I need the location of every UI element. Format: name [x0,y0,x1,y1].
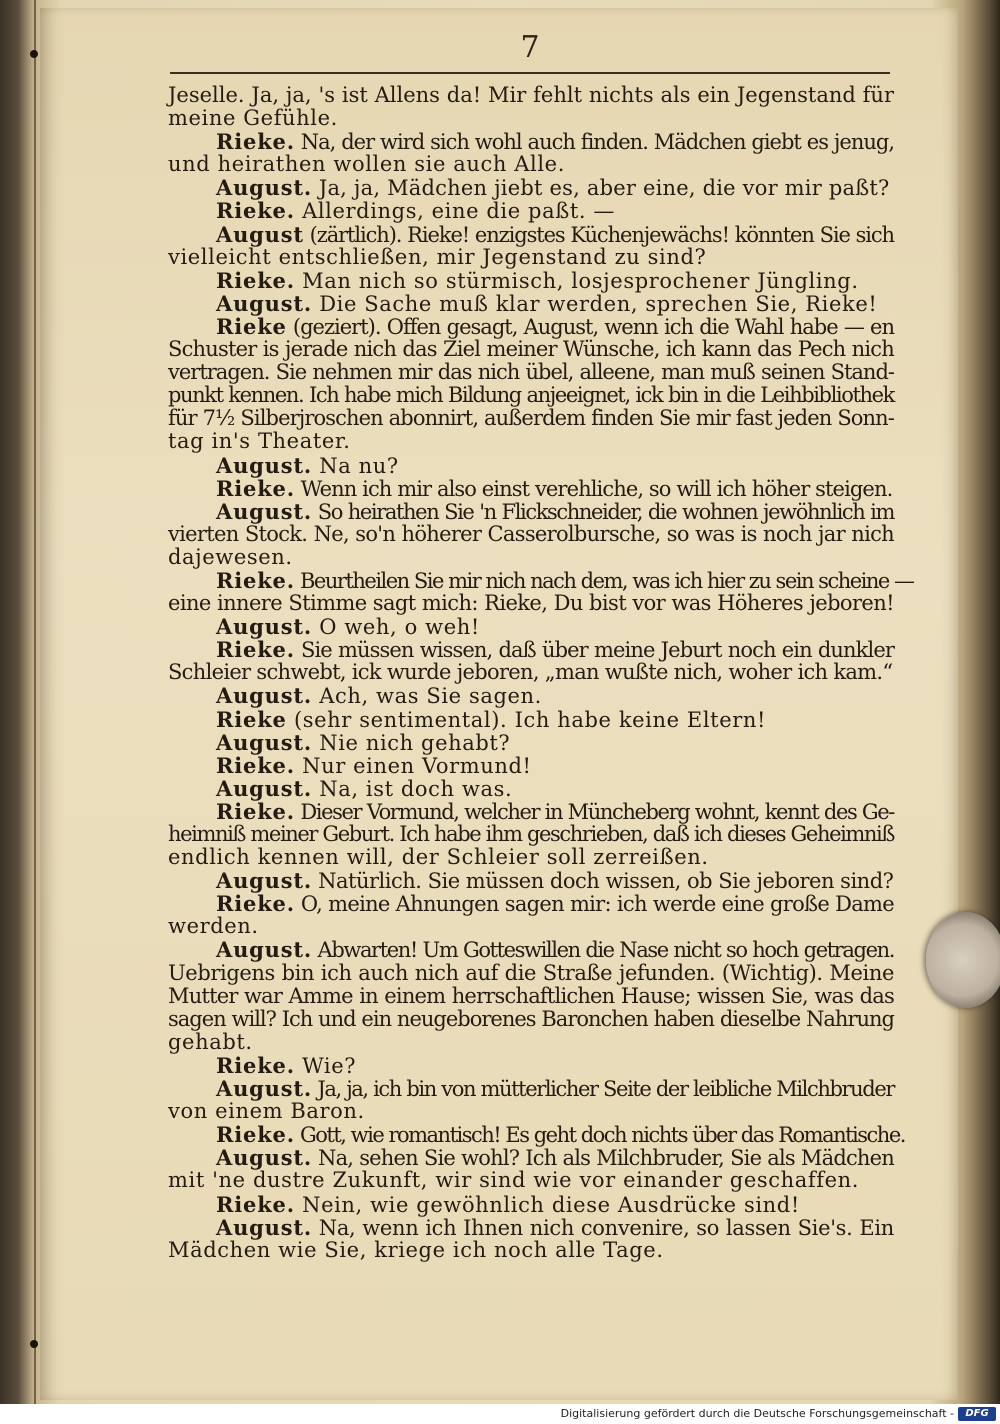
text-line [168,315,894,338]
binding-hole-top [30,50,38,58]
line-text: Ja, ja, Mädchen jiebt es, aber eine, die vor mir paßt? [311,176,890,201]
text-line [168,708,894,731]
line-text: dajewesen. [168,544,293,569]
text-line [168,107,894,130]
line-text: Die Sache muß klar werden, sprechen Sie, Rieke! [311,291,878,316]
line-text: O, meine Ahnungen sagen mir: ich werde eine große Dame [294,892,894,917]
text-line [168,199,894,222]
line-text: Schleier schwebt, ick wurde jeboren, „man wußte nich, woher ich kam.“ [168,660,893,685]
text-line [168,130,894,153]
line-text: Na, sehen Sie wohl? Ich als Milchbruder, Sie als Mädchen [311,1146,894,1171]
speaker-name: August. [216,1076,312,1102]
speaker-name: August. [216,868,312,894]
line-text: Ach, was Sie sagen. [311,684,542,709]
speaker-name: August [216,221,304,247]
text-line [168,615,894,638]
page-edge-thumb-tab [926,912,1000,1008]
text-line [168,546,894,569]
line-text: Jeselle. Ja, ja, 's ist Allens da! Mir fehlt nichts als ein Jegenstand für [168,83,894,107]
speaker-name: August. [216,1214,312,1240]
text-line [168,846,894,869]
text-line [168,176,894,199]
line-text: Na, ist doch was. [311,776,513,801]
line-text: heimniß meiner Geburt. Ich habe ihm geschrieben, daß ich dieses Geheimniß [168,822,894,846]
text-line [168,84,894,107]
line-text: meine Gefühle. [168,106,338,131]
text-line [168,892,894,915]
text-line [168,523,894,546]
line-text: Beurtheilen Sie mir nich nach dem, was ich hier zu sein scheine — [294,568,914,593]
line-text: sagen will? Ich und ein neugeborenes Baronchen haben dieselbe Nahrung [168,1006,894,1031]
text-line [168,292,894,315]
line-text: tag in's Theater. [168,429,351,454]
line-text: O weh, o weh! [311,615,480,640]
text-line [168,638,894,661]
line-text: Na, der wird sich wohl auch finden. Mädchen giebt es jenug, [294,130,894,155]
page-text-body [168,83,914,1262]
line-text: Wenn ich mir also einst verehliche, so will ich höher steigen. [294,476,893,501]
line-text: Mutter war Amme in einem herrschaftlichen Hause; wissen Sie, was das [168,983,894,1008]
text-line [168,1169,894,1192]
text-line [168,661,894,684]
speaker-name: Rieke. [216,1122,295,1148]
line-text: mit 'ne dustre Zukunft, wir sind wie vor einander geschaffen. [168,1168,860,1193]
line-text: (sehr sentimental). Ich habe keine Eltern! [286,707,767,732]
line-text: vierten Stock. Ne, so'n höherer Casserolbursche, so was is noch jar nich [168,521,894,546]
speaker-name: Rieke. [216,1052,295,1078]
speaker-name: Rieke. [216,1191,295,1217]
book-binding-edge [34,0,36,1404]
line-text: Gott, wie romantisch! Es geht doch nichts über das Romantische. [294,1123,905,1148]
text-line [168,1100,894,1123]
text-line [168,1031,894,1054]
line-text: Schuster is jerade nich das Ziel meiner Wünsche, ich kann das Pech nich [168,337,894,362]
speaker-name: Rieke. [216,637,295,663]
text-line [168,823,894,846]
speaker-name: August. [216,498,312,524]
text-line [168,1239,894,1262]
line-text: vielleicht entschließen, mir Jegenstand zu sind? [168,244,707,269]
line-text: gehabt. [168,1029,253,1054]
line-text: Na, wenn ich Ihnen nich convenire, so lassen Sie's. Ein [311,1215,894,1240]
text-line [168,985,894,1008]
line-text: Mädchen wie Sie, kriege ich noch alle Tage. [168,1237,664,1262]
text-line [168,361,894,384]
speaker-name: August. [216,290,312,316]
line-text: So heirathen Sie 'n Flickschneider, die wohnen jewöhnlich im [311,499,894,524]
text-line [168,592,894,615]
text-line [168,777,894,800]
text-line [168,1193,894,1216]
speaker-name: Rieke. [216,267,295,293]
header-rule [170,72,890,74]
text-line [168,338,894,361]
text-line [168,1216,894,1239]
line-text: vertragen. Sie nehmen mir das nich übel, alleene, man muß seinen Stand- [168,360,894,385]
text-line [168,153,894,176]
text-line [168,454,894,477]
line-text: Na nu? [311,453,399,478]
text-line [168,1122,905,1148]
line-text: und heirathen wollen sie auch Alle. [168,152,565,177]
text-line [168,684,894,707]
line-text: Nein, wie gewöhnlich diese Ausdrücke sind! [294,1192,800,1217]
speaker-name: Rieke [216,313,287,339]
text-line [168,477,894,500]
speaker-name: August. [216,729,312,755]
line-text: endlich kennen will, der Schleier soll zerreißen. [168,845,709,870]
line-text: (zärtlich). Rieke! enzigstes Küchenjewächs! könnten Sie sich [303,222,894,247]
text-line [168,1077,894,1100]
line-text: Nur einen Vormund! [294,753,532,778]
speaker-name: August. [216,175,312,201]
dfg-logo: DFG [958,1407,996,1421]
speaker-name: Rieke. [216,752,295,778]
text-line [168,962,894,985]
speaker-name: August. [216,683,312,709]
text-line [168,500,894,523]
footer-bar [0,1404,1000,1424]
text-line [168,430,894,453]
text-line [168,223,894,246]
text-line [168,915,894,938]
line-text: Natürlich. Sie müssen doch wissen, ob Sie jeboren sind? [311,869,894,894]
line-text: von einem Baron. [168,1099,365,1124]
speaker-name: August. [216,614,312,640]
line-text: Dieser Vormund, welcher in Müncheberg wohnt, kennt des Ge- [294,799,894,824]
text-line [168,1008,894,1031]
text-line [168,384,894,407]
line-text: werden. [168,914,259,939]
line-text: Man nich so stürmisch, losjesprochener Jüngling. [294,268,859,293]
text-line [168,246,894,269]
line-text: eine innere Stimme sagt mich: Rieke, Du bist vor was Höheres jeboren! [168,591,894,616]
text-line [168,1054,894,1077]
line-text: Nie nich gehabt? [311,730,511,755]
text-line [168,407,894,430]
footer-credit: Digitalisierung gefördert durch die Deutsche Forschungsgemeinschaft - [560,1407,954,1420]
text-line [168,869,894,892]
speaker-name: August. [216,937,312,963]
line-text: Sie müssen wissen, daß über meine Jeburt noch ein dunkler [294,638,894,663]
speaker-name: Rieke. [216,567,295,593]
speaker-name: Rieke. [216,129,295,155]
line-text: Uebrigens bin ich auch nich auf die Straße jefunden. (Wichtig). Meine [168,960,894,985]
text-line [168,1146,894,1169]
text-line [168,269,894,292]
text-line [168,731,894,754]
speaker-name: Rieke. [216,198,295,224]
line-text: Abwarten! Um Gotteswillen die Nase nicht so hoch getragen. [311,938,894,963]
text-line [168,567,914,593]
speaker-name: August. [216,1145,312,1171]
binding-hole-bottom [30,1340,38,1348]
speaker-name: Rieke [216,706,287,732]
line-text: Wie? [294,1053,357,1078]
text-line [168,800,894,823]
speaker-name: Rieke. [216,475,295,501]
text-line [168,938,894,961]
line-text: Ja, ja, ich bin von mütterlicher Seite der leibliche Milchbruder [311,1077,894,1102]
speaker-name: Rieke. [216,798,295,824]
speaker-name: August. [216,452,312,478]
speaker-name: August. [216,775,312,801]
page-number: 7 [520,30,540,65]
line-text: punkt kennen. Ich habe mich Bildung anjeeignet, ick bin in die Leihbibliothek [168,383,894,408]
line-text: Allerdings, eine die paßt. — [294,199,616,224]
line-text: für 7½ Silberjroschen abonnirt, außerdem finden Sie mir fast jeden Sonn- [168,406,894,431]
speaker-name: Rieke. [216,891,295,917]
text-line [168,754,894,777]
line-text: (geziert). Offen gesagt, August, wenn ich die Wahl habe — en [286,314,894,339]
